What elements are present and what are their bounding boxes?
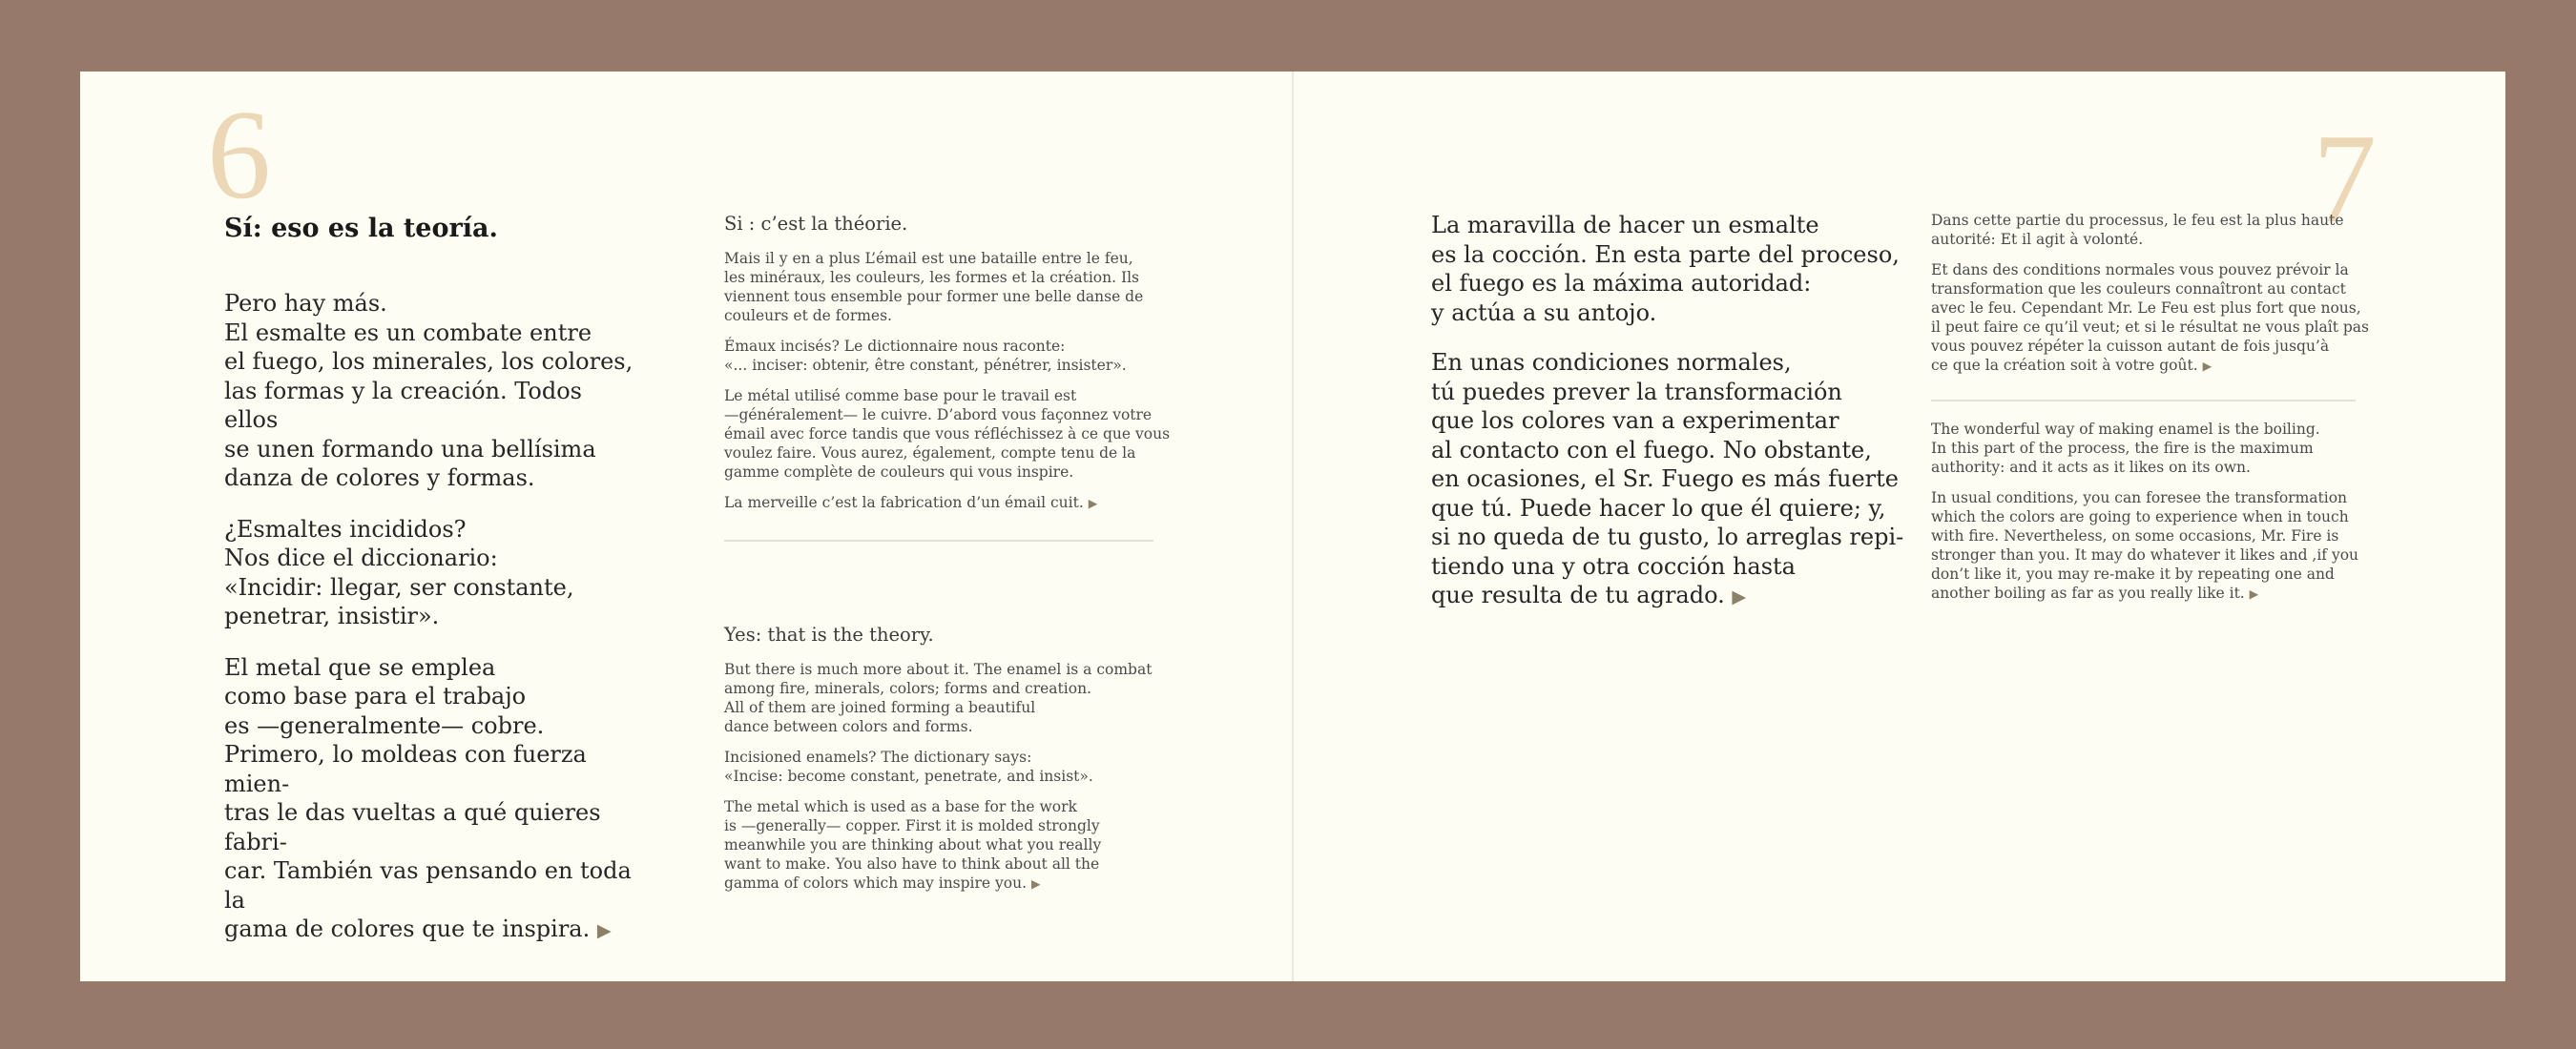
english-paragraph: The wonderful way of making enamel is the boiling. In this part of the process, the fire is the maximum authority: and it acts as it likes on its own. xyxy=(1931,421,2320,476)
spanish-paragraph xyxy=(1431,348,1927,612)
paragraph-text: En unas condiciones normales, tú puedes prever la transformación que los colores van a experimentar al contacto con el fuego. No obstante, en ocasiones, el Sr. Fuego es más fuerte que tú. Puede hacer lo que él quiere; y, si no queda de tu gusto, lo arreglas repi- tiendo una y otra cocción hasta que resulta de tu agrado. xyxy=(1431,349,1904,608)
section-divider xyxy=(1931,400,2356,401)
english-column-right xyxy=(1931,420,2379,615)
paragraph-text: The metal which is used as a base for the work is —generally— copper. First it is molded strongly meanwhile you are thinking about what you really want to make. You also have to think about all the gamma of colors which may inspire you. xyxy=(724,798,1102,892)
french-paragraph: Le métal utilisé comme base pour le travail est —généralement— le cuivre. D’abord vous façonnez votre émail avec force tandis que vous réfléchissez à ce que vous voulez faire. Vous aurez, également, compte tenu de la gamme complète de couleurs qui vous inspire. xyxy=(724,387,1171,481)
paragraph-text: La merveille c’est la fabrication d’un émail cuit. xyxy=(724,494,1089,511)
english-heading: Yes: that is the theory. xyxy=(724,624,934,646)
spanish-column-right xyxy=(1431,211,1927,633)
english-paragraph xyxy=(1931,488,2379,604)
continue-arrow-icon: ▶ xyxy=(2202,359,2212,373)
continue-arrow-icon: ▶ xyxy=(2249,586,2259,601)
french-heading: Si : c’est la théorie. xyxy=(724,213,908,235)
section-divider xyxy=(724,540,1153,542)
continue-arrow-icon: ▶ xyxy=(1088,496,1098,510)
french-column-right xyxy=(1931,211,2379,387)
paragraph-text: In usual conditions, you can foresee the transformation which the colors are going to experience when in touch with fire. Nevertheless, on some occasions, Mr. Fire is stronger than you. It may do whatever it likes and ,if you don’t like it, you may re-make it by repeating one and another boiling as far as you really like it. xyxy=(1931,489,2359,602)
paragraph-text: El metal que se emplea como base para el trabajo es —generalmente— cobre. Primero, lo moldeas con fuerza mien- tras le das vueltas a qué quieres fabri- car. También vas pensando en toda la gama de colores que te inspira. xyxy=(224,653,632,942)
french-paragraph xyxy=(1931,260,2379,376)
page-gutter xyxy=(1292,72,1294,981)
english-paragraph: Incisioned enamels? The dictionary says: «Incise: become constant, penetrate, and insist». xyxy=(724,749,1093,785)
continue-arrow-icon: ▶ xyxy=(596,919,612,941)
spanish-column-left xyxy=(224,210,634,968)
french-column-left xyxy=(724,211,1254,524)
spanish-paragraph: Pero hay más. El esmalte es un combate entre el fuego, los minerales, los colores, las formas y la creación. Todos ellos se unen formando una bellísima danza de colores y formas. xyxy=(224,290,634,491)
book-spread xyxy=(80,72,2505,981)
continue-arrow-icon: ▶ xyxy=(1732,586,1747,607)
english-paragraph xyxy=(724,797,1254,894)
spanish-paragraph xyxy=(224,653,634,946)
french-paragraph: Émaux incisés? Le dictionnaire nous raconte: «... inciser: obtenir, être constant, pénétrer, insister». xyxy=(724,338,1127,374)
spanish-paragraph: ¿Esmaltes incididos? Nos dice el diccionario: «Incidir: llegar, ser constante, penetrar, insistir». xyxy=(224,515,574,629)
spanish-paragraph: La maravilla de hacer un esmalte es la cocción. En esta parte del proceso, el fuego es la máxima autoridad: y actúa a su antojo. xyxy=(1431,212,1900,326)
french-paragraph: Dans cette partie du processus, le feu est la plus haute autorité: Et il agit à volonté. xyxy=(1931,212,2344,248)
french-paragraph xyxy=(724,493,1254,513)
english-paragraph: But there is much more about it. The enamel is a combat among fire, minerals, colors; forms and creation. All of them are joined forming a beautiful dance between colors and forms. xyxy=(724,661,1153,735)
page-number-left: 6 xyxy=(207,84,271,225)
french-paragraph: Mais il y en a plus L’émail est une bataille entre le feu, les minéraux, les couleurs, les formes et la création. Ils viennent tous ensemble pour former une belle danse de couleurs et de formes. xyxy=(724,250,1144,324)
english-column-left xyxy=(724,622,1254,905)
page-number-right: 7 xyxy=(2313,108,2377,249)
continue-arrow-icon: ▶ xyxy=(1030,876,1041,891)
spanish-heading: Sí: eso es la teoría. xyxy=(224,214,498,243)
paragraph-text: Et dans des conditions normales vous pouvez prévoir la transformation que les couleurs connaîtront au contact avec le feu. Cependant Mr. Le Feu est plus fort que nous, il peut faire ce qu’il veut; et si le résultat ne vous plaît pas vous pouvez répéter la cuisson autant de fois jusqu’à ce que la création soit à votre goût. xyxy=(1931,261,2369,374)
